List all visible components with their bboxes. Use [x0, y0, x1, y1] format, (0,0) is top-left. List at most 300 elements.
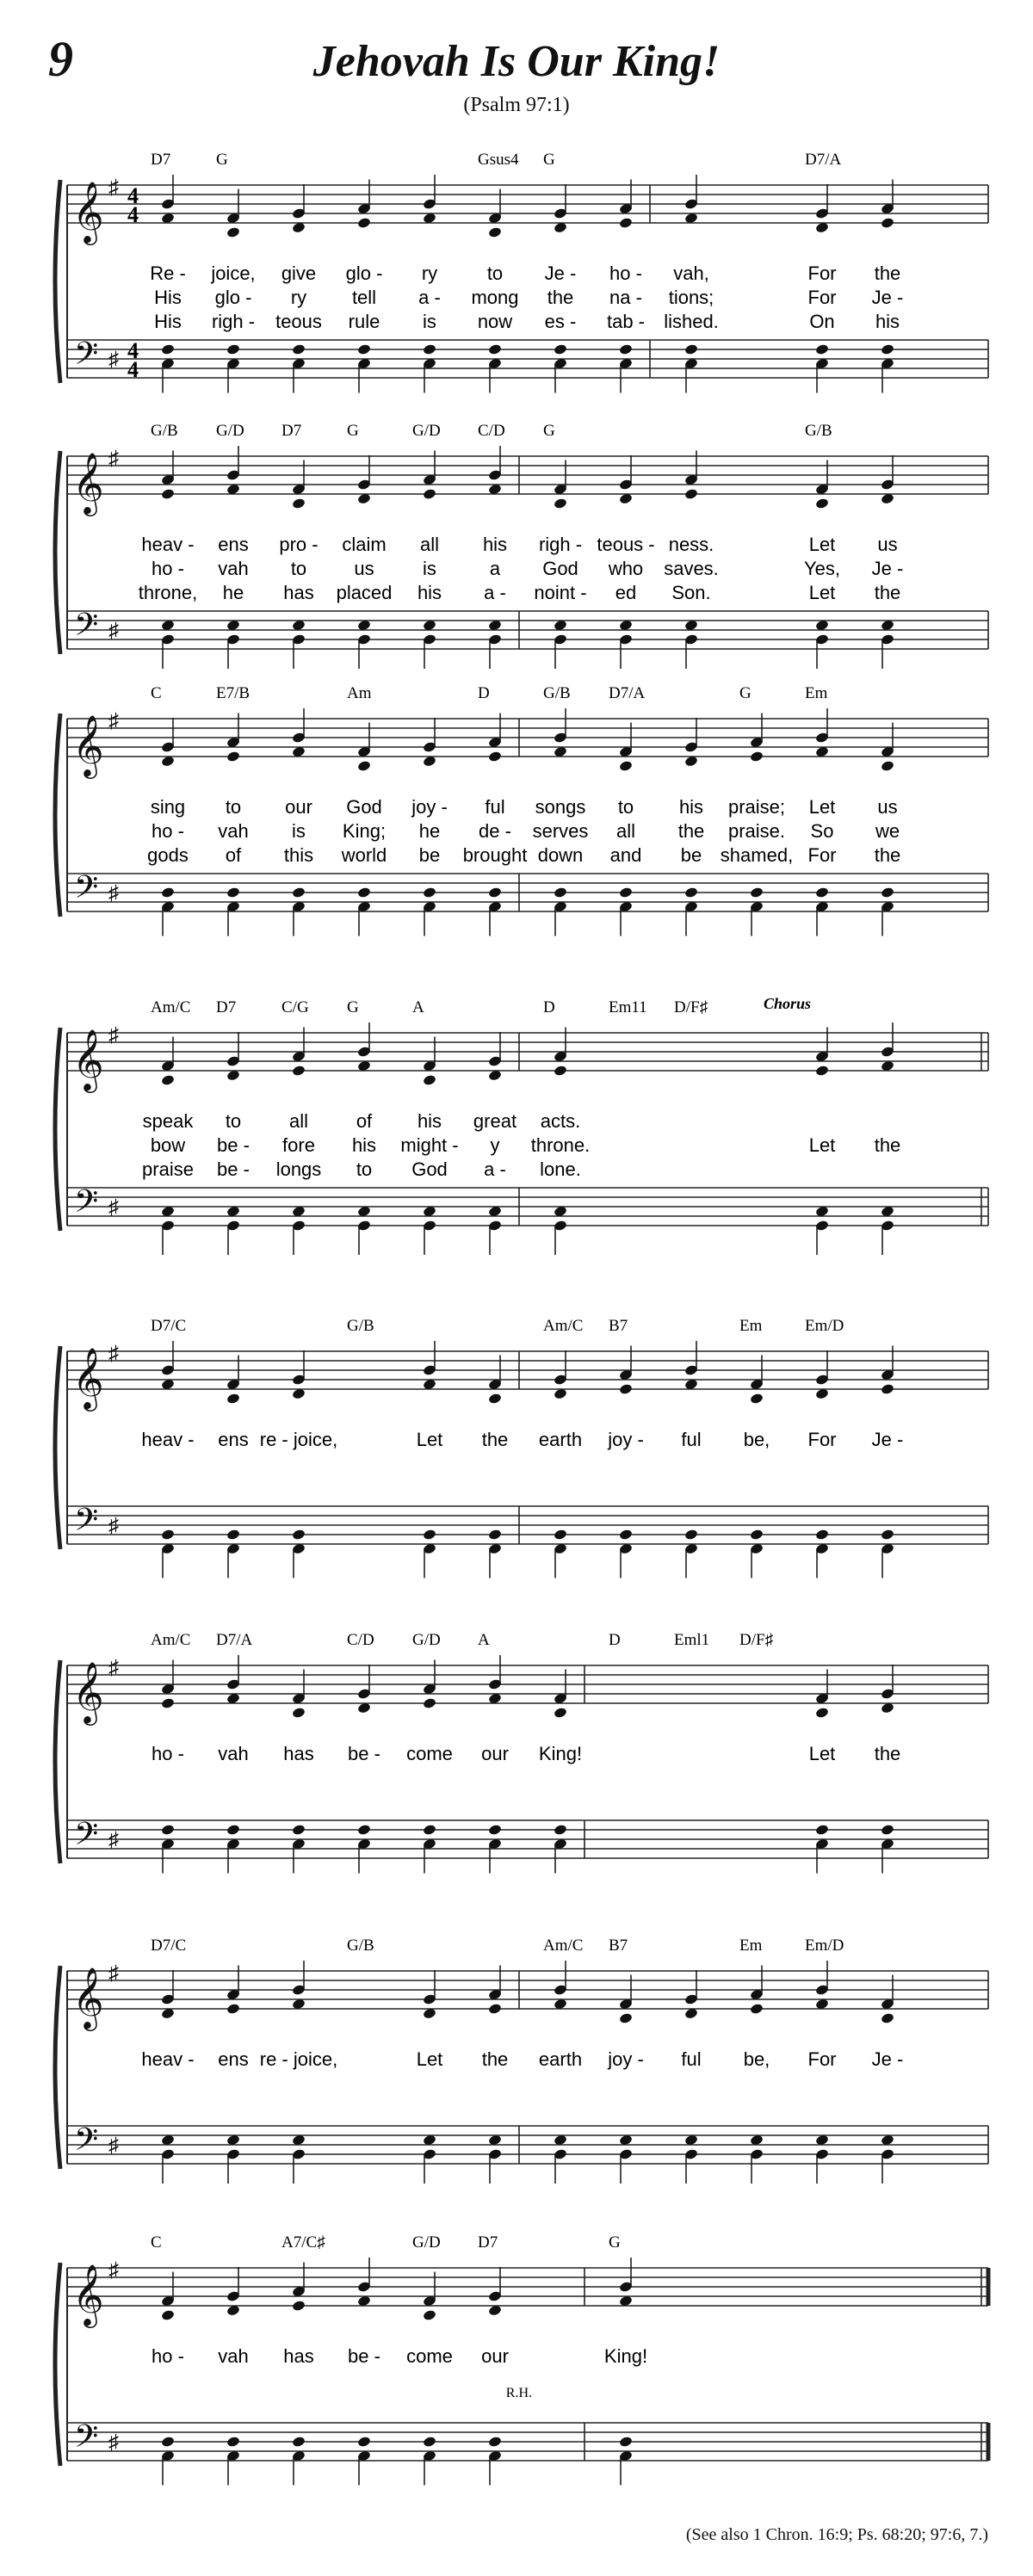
notehead — [423, 1074, 437, 1086]
notehead — [357, 1824, 372, 1836]
notehead — [292, 1529, 306, 1541]
notehead — [423, 1824, 437, 1836]
chord-symbol: D7/C — [151, 1317, 187, 1335]
lyric-syllable: songs — [535, 796, 586, 818]
lyric-syllable: claim — [342, 534, 387, 555]
lyric-syllable: serves — [532, 820, 589, 842]
chord-symbol: Am/C — [543, 1317, 584, 1335]
notehead — [423, 2309, 437, 2321]
lyric-syllable: ed — [615, 582, 637, 603]
treble-clef-icon: 𝄞 — [72, 1664, 104, 1722]
notehead — [554, 886, 568, 899]
lyric-syllable: For — [807, 844, 837, 866]
lyric-syllable: to — [486, 263, 504, 284]
lyric-syllable: shamed, — [720, 844, 794, 866]
chord-symbol: G/B — [347, 1317, 374, 1335]
treble-clef-icon: 𝄞 — [72, 1969, 104, 2028]
lyric-syllable: a - — [418, 287, 441, 308]
scripture-reference: (Psalm 97:1) — [463, 94, 570, 116]
notehead — [881, 760, 895, 772]
notehead — [881, 2012, 895, 2024]
notehead — [161, 886, 176, 899]
lyric-syllable: praise — [142, 1158, 194, 1180]
notehead — [881, 217, 895, 229]
lyric-syllable: has — [283, 582, 314, 603]
lyric-syllable: be - — [348, 1743, 380, 1764]
notehead — [488, 2436, 503, 2448]
lyric-syllable: righ - — [211, 311, 256, 332]
lyric-syllable: God — [346, 796, 382, 818]
chord-symbol: G/B — [543, 684, 571, 702]
lyric-syllable: bow — [150, 1134, 186, 1156]
notehead — [226, 1393, 241, 1405]
notehead — [684, 886, 699, 899]
lyric-syllable: ho - — [152, 558, 184, 579]
notehead — [684, 488, 699, 500]
lyric-syllable: praise. — [727, 820, 786, 842]
notehead — [161, 343, 176, 355]
notehead — [815, 1707, 830, 1719]
lyric-syllable: pro - — [279, 534, 319, 555]
lyric-syllable: now — [477, 311, 513, 332]
notehead — [226, 886, 241, 899]
chord-symbol: D7 — [478, 2233, 498, 2252]
chord-symbol: Em — [739, 1317, 763, 1335]
system-brace — [55, 1028, 60, 1231]
notehead — [554, 1065, 568, 1077]
notehead — [815, 1529, 830, 1541]
lyric-syllable: to — [356, 1158, 373, 1180]
notehead — [815, 1065, 830, 1077]
lyric-syllable: glo - — [214, 287, 252, 308]
notehead — [488, 343, 503, 355]
chord-symbol: D — [609, 1631, 621, 1649]
lyric-syllable: For — [807, 1429, 837, 1450]
key-signature-sharp-icon: ♯ — [108, 620, 119, 642]
lyric-syllable: is — [423, 558, 436, 579]
notehead — [357, 760, 372, 772]
chord-symbol: D7/A — [216, 1631, 253, 1649]
lyric-syllable: of — [225, 844, 242, 866]
notehead — [619, 1529, 634, 1541]
lyric-syllable: to — [290, 558, 307, 579]
lyric-syllable: be, — [743, 1429, 770, 1450]
notehead — [619, 2012, 634, 2024]
lyric-syllable: his — [351, 1134, 377, 1156]
chord-symbol: D — [543, 998, 555, 1016]
notehead — [684, 1529, 699, 1541]
lyric-syllable: So — [810, 820, 834, 842]
chord-symbol: B7 — [609, 1317, 628, 1335]
lyric-syllable: mong — [471, 287, 519, 308]
lyric-syllable: all — [288, 1110, 309, 1132]
lyric-syllable: ness. — [668, 534, 714, 555]
key-signature-sharp-icon: ♯ — [108, 1962, 119, 1985]
key-signature-sharp-icon: ♯ — [108, 1196, 119, 1219]
lyric-syllable: throne. — [530, 1134, 591, 1156]
lyric-syllable: the — [481, 2048, 509, 2070]
lyric-syllable: King! — [538, 1743, 583, 1764]
lyric-syllable: the — [874, 263, 901, 284]
system-brace — [55, 1966, 60, 2169]
lyric-syllable: His — [154, 287, 182, 308]
notehead — [554, 1824, 568, 1836]
treble-clef-icon: 𝄞 — [72, 1031, 104, 1090]
lyric-syllable: be, — [743, 2048, 770, 2070]
key-signature-sharp-icon: ♯ — [108, 1024, 119, 1047]
lyric-syllable: ry — [421, 263, 438, 284]
lyric-syllable: tions; — [668, 287, 714, 308]
bass-clef-icon: 𝄢 — [74, 2419, 99, 2462]
lyric-syllable: noint - — [534, 582, 587, 603]
lyric-syllable: a - — [484, 582, 506, 603]
lyric-syllable: Je - — [871, 558, 904, 579]
lyric-syllable: vah, — [673, 263, 709, 284]
chord-symbol: Eml1 — [674, 1631, 710, 1649]
lyric-syllable: na - — [609, 287, 642, 308]
notehead — [161, 488, 176, 500]
chord-symbol: G/D — [412, 2233, 441, 2252]
notehead — [357, 343, 372, 355]
lyric-syllable: the — [874, 1743, 901, 1764]
notehead — [226, 2003, 241, 2015]
lyric-syllable: the — [874, 844, 901, 866]
bass-clef-icon: 𝄢 — [74, 1503, 99, 1545]
lyric-syllable: lone. — [540, 1158, 581, 1180]
notehead — [423, 886, 437, 899]
lyric-syllable: tab - — [606, 311, 646, 332]
chord-symbol: Em11 — [609, 998, 647, 1016]
chord-symbol: Am/C — [151, 1631, 191, 1649]
notehead — [488, 1824, 503, 1836]
notehead — [488, 1529, 503, 1541]
key-signature-sharp-icon: ♯ — [108, 2431, 119, 2454]
notehead — [357, 886, 372, 899]
notehead — [619, 886, 634, 899]
lyric-syllable: ful — [681, 2048, 702, 2070]
lyric-syllable: Let — [808, 796, 836, 818]
lyric-syllable: Je - — [871, 1429, 904, 1450]
lyric-syllable: For — [807, 263, 837, 284]
lyric-syllable: his — [678, 796, 704, 818]
notehead — [750, 2003, 764, 2015]
lyric-syllable: ho - — [152, 1743, 184, 1764]
lyric-syllable: ful — [681, 1429, 702, 1450]
lyric-syllable: vah — [218, 820, 249, 842]
notehead — [750, 1393, 764, 1405]
chord-symbol: Gsus4 — [478, 151, 519, 169]
lyric-syllable: our — [285, 796, 312, 818]
lyric-syllable: this — [283, 844, 314, 866]
notehead — [488, 886, 503, 899]
lyric-syllable: tell — [351, 287, 377, 308]
lyric-syllable: to — [617, 796, 634, 818]
lyric-syllable: Let — [416, 2048, 443, 2070]
footer-scripture-note: (See also 1 Chron. 16:9; Ps. 68:20; 97:6, 7.) — [685, 2525, 988, 2544]
notehead — [226, 751, 241, 763]
lyric-syllable: ho - — [152, 2345, 184, 2367]
time-signature-bottom: 4 — [127, 202, 139, 227]
notehead — [423, 1697, 437, 1709]
notehead — [161, 1529, 176, 1541]
lyric-syllable: ens — [218, 2048, 249, 2070]
notehead — [488, 751, 503, 763]
lyric-syllable: saves. — [664, 558, 719, 579]
time-signature-bottom: 4 — [127, 357, 139, 382]
lyric-syllable: teous — [275, 311, 322, 332]
lyric-syllable: Let — [808, 534, 836, 555]
notehead — [226, 343, 241, 355]
chord-symbol: D7 — [216, 998, 237, 1016]
lyric-syllable: For — [807, 287, 837, 308]
notehead — [815, 497, 830, 510]
lyric-syllable: be - — [217, 1134, 250, 1156]
chord-symbol: G/D — [216, 422, 244, 440]
lyric-syllable: praise; — [727, 796, 786, 818]
lyric-syllable: joy - — [608, 2048, 644, 2070]
notehead — [488, 226, 503, 238]
notehead — [161, 2436, 176, 2448]
lyric-syllable: has — [283, 2345, 314, 2367]
lyric-syllable: placed — [336, 582, 393, 603]
lyric-syllable: us — [877, 534, 898, 555]
lyric-syllable: Son. — [671, 582, 711, 603]
lyric-syllable: our — [481, 1743, 509, 1764]
lyric-syllable: his — [417, 582, 442, 603]
lyric-syllable: longs — [275, 1158, 322, 1180]
lyric-syllable: God — [542, 558, 578, 579]
lyric-syllable: the — [874, 1134, 901, 1156]
chorus-label: Chorus — [764, 995, 812, 1012]
notehead — [881, 1824, 895, 1836]
lyric-syllable: is — [423, 311, 436, 332]
notehead — [292, 1065, 306, 1077]
chord-symbol: A — [478, 1631, 490, 1649]
treble-clef-icon: 𝄞 — [72, 1350, 104, 1408]
lyric-syllable: be — [418, 844, 441, 866]
lyric-syllable: God — [411, 1158, 448, 1180]
notehead — [488, 1393, 503, 1405]
key-signature-sharp-icon: ♯ — [108, 710, 119, 732]
lyric-syllable: Let — [808, 1743, 836, 1764]
chord-symbol: G — [347, 998, 359, 1016]
time-signature-top: 4 — [127, 338, 139, 363]
notehead — [881, 1383, 895, 1395]
lyric-syllable: acts. — [540, 1110, 581, 1132]
chord-symbol: D/F♯ — [674, 998, 708, 1016]
lyric-syllable: be — [680, 844, 702, 866]
hymn-number: 9 — [48, 31, 73, 87]
lyric-syllable: us — [877, 796, 898, 818]
chord-symbol: G/B — [151, 422, 178, 440]
key-signature-sharp-icon: ♯ — [108, 176, 119, 199]
notehead — [357, 2436, 372, 2448]
lyric-syllable: all — [419, 534, 440, 555]
lyric-syllable: us — [354, 558, 374, 579]
notehead — [423, 488, 437, 500]
system-brace — [55, 1346, 60, 1549]
lyric-syllable: speak — [142, 1110, 194, 1132]
chord-symbol: C — [151, 684, 162, 702]
lyric-syllable: down — [537, 844, 584, 866]
notehead — [161, 1824, 176, 1836]
lyric-syllable: he — [222, 582, 244, 603]
lyric-syllable: come — [406, 2345, 453, 2367]
chord-symbol: G/D — [412, 1631, 441, 1649]
notehead — [423, 2436, 437, 2448]
bass-clef-icon: 𝄢 — [74, 337, 99, 379]
chord-symbol: G — [543, 422, 555, 440]
lyric-syllable: Re - — [150, 263, 186, 284]
hymn-title: Jehovah Is Our King! — [312, 37, 721, 86]
notehead — [815, 886, 830, 899]
lyric-syllable: Je - — [544, 263, 577, 284]
lyric-syllable: ful — [485, 796, 505, 818]
chord-symbol: G — [347, 422, 359, 440]
notehead — [619, 760, 634, 772]
lyric-syllable: the — [677, 820, 705, 842]
chord-symbol: G/B — [347, 1937, 374, 1955]
lyric-syllable: ho - — [609, 263, 642, 284]
lyric-syllable: ho - — [152, 820, 184, 842]
lyric-syllable: is — [292, 820, 306, 842]
system-brace — [55, 180, 60, 383]
lyric-syllable: give — [281, 263, 317, 284]
chord-symbol: C/D — [478, 422, 505, 440]
notehead — [881, 343, 895, 355]
lyric-syllable: we — [875, 820, 900, 842]
lyric-syllable: King; — [342, 820, 387, 842]
lyric-syllable: great — [473, 1110, 517, 1132]
lyric-syllable: King! — [603, 2345, 648, 2367]
chord-symbol: G — [543, 151, 555, 169]
notehead — [292, 1707, 306, 1719]
key-signature-sharp-icon: ♯ — [108, 1343, 119, 1365]
lyric-syllable: his — [417, 1110, 442, 1132]
lyric-syllable: Let — [808, 1134, 836, 1156]
chord-symbol: D7 — [281, 422, 302, 440]
chord-symbol: C/G — [281, 998, 309, 1016]
treble-clef-icon: 𝄞 — [72, 454, 104, 513]
chord-symbol: C — [151, 2233, 162, 2252]
treble-clef-icon: 𝄞 — [72, 183, 104, 242]
notehead — [226, 1824, 241, 1836]
chord-symbol: D — [478, 684, 490, 702]
key-signature-sharp-icon: ♯ — [108, 2134, 119, 2157]
notehead — [226, 2436, 241, 2448]
notehead — [488, 2003, 503, 2015]
chord-symbol: G — [739, 684, 752, 702]
notehead — [292, 343, 306, 355]
system-brace — [55, 2263, 60, 2466]
lyric-syllable: might - — [400, 1134, 459, 1156]
notehead — [750, 751, 764, 763]
lyric-syllable: vah — [218, 558, 249, 579]
notehead — [554, 1707, 568, 1719]
chord-symbol: G — [609, 2233, 621, 2252]
lyric-syllable: earth — [538, 1429, 583, 1450]
lyric-syllable: ens — [218, 1429, 249, 1450]
notehead — [619, 343, 634, 355]
key-signature-sharp-icon: ♯ — [108, 1657, 119, 1679]
lyric-syllable: heav - — [141, 1429, 195, 1450]
right-hand-label: R.H. — [505, 2386, 533, 2400]
chord-symbol: G/B — [805, 422, 832, 440]
chord-symbol: A — [412, 998, 424, 1016]
chord-symbol: C/D — [347, 1631, 374, 1649]
lyric-syllable: the — [874, 582, 901, 603]
chord-symbol: B7 — [609, 1937, 628, 1955]
lyric-syllable: earth — [538, 2048, 583, 2070]
key-signature-sharp-icon: ♯ — [108, 2259, 119, 2282]
lyric-syllable: Let — [416, 1429, 443, 1450]
chord-symbol: Am — [347, 684, 372, 702]
lyric-syllable: On — [809, 311, 835, 332]
notehead — [554, 1529, 568, 1541]
treble-clef-icon: 𝄞 — [72, 717, 104, 775]
lyric-syllable: joice, — [211, 263, 256, 284]
notehead — [292, 2436, 306, 2448]
lyric-syllable: of — [356, 1110, 373, 1132]
chord-symbol: Am/C — [151, 998, 191, 1016]
lyric-syllable: For — [807, 2048, 837, 2070]
chord-symbol: G/D — [412, 422, 441, 440]
chord-symbol: Em/D — [805, 1317, 844, 1335]
notehead — [161, 2309, 176, 2321]
time-signature-top: 4 — [127, 183, 139, 208]
lyric-syllable: his — [482, 534, 508, 555]
lyric-syllable: come — [406, 1743, 453, 1764]
lyric-syllable: our — [481, 2345, 509, 2367]
lyric-syllable: who — [608, 558, 644, 579]
lyric-syllable: y — [490, 1134, 500, 1156]
chord-symbol: D7 — [151, 151, 171, 169]
notehead — [881, 886, 895, 899]
notehead — [357, 217, 372, 229]
lyric-syllable: re - joice, — [259, 2048, 338, 2070]
chord-symbol: E7/B — [216, 684, 251, 702]
chord-symbol: Am/C — [543, 1937, 584, 1955]
lyric-syllable: rule — [348, 311, 380, 332]
lyric-syllable: gods — [147, 844, 189, 866]
notehead — [423, 1529, 437, 1541]
lyric-syllable: to — [225, 796, 242, 818]
chord-symbol: G — [216, 151, 228, 169]
notehead — [292, 886, 306, 899]
chord-symbol: D7/C — [151, 1937, 187, 1955]
notehead — [226, 226, 241, 238]
lyric-syllable: throne, — [138, 582, 198, 603]
chord-symbol: Em — [739, 1937, 763, 1955]
chord-symbol: D/F♯ — [739, 1631, 774, 1649]
key-signature-sharp-icon: ♯ — [108, 448, 119, 470]
bass-clef-icon: 𝄢 — [74, 870, 99, 912]
lyric-syllable: the — [481, 1429, 509, 1450]
notehead — [292, 2300, 306, 2312]
lyric-syllable: heav - — [141, 534, 195, 555]
lyric-syllable: righ - — [538, 534, 583, 555]
lyric-syllable: fore — [282, 1134, 315, 1156]
lyric-syllable: all — [615, 820, 636, 842]
notehead — [619, 217, 634, 229]
lyric-syllable: lished. — [664, 311, 719, 332]
notehead — [881, 1529, 895, 1541]
treble-clef-icon: 𝄞 — [72, 2266, 104, 2325]
notehead — [750, 886, 764, 899]
notehead — [292, 497, 306, 510]
key-signature-sharp-icon: ♯ — [108, 1515, 119, 1537]
system-brace — [55, 713, 60, 917]
